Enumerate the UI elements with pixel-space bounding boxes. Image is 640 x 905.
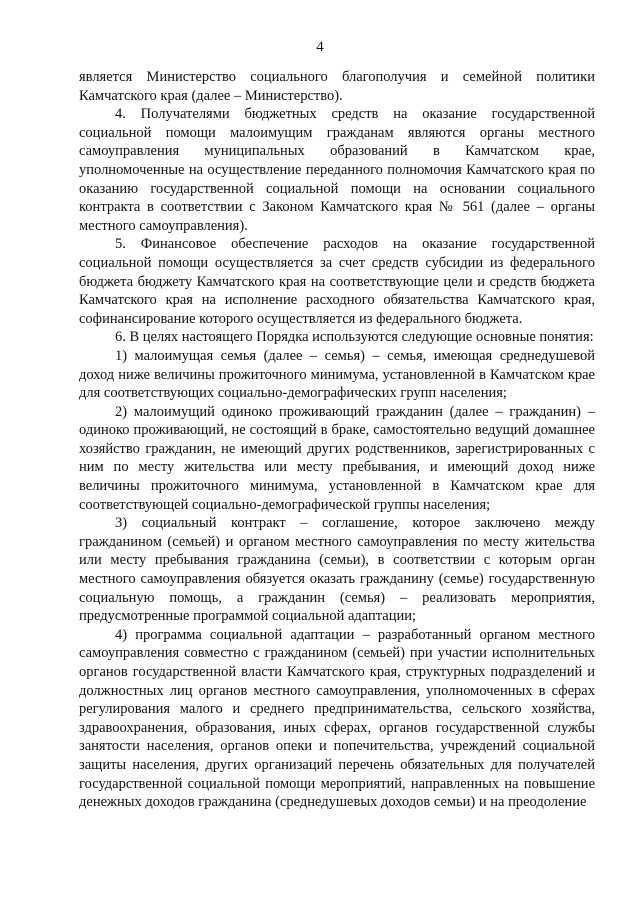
definition-1: 1) малоимущая семья (далее – семья) – семья, имеющая среднедушевой доход ниже величины прожиточного минимума, установленной в Камчатском крае для соответствующих социально-демографических групп населения; (79, 347, 595, 402)
paragraph-item-4: 4. Получателями бюджетных средств на оказание государственной социальной помощи малоимущим гражданам являются органы местного самоуправления муниципальных образований в Камчатском крае, уполномоченные на осуществление переданного полномочия Камчатского края по оказанию государственной социальной помощи на основании социального контракта в соответствии с Законом Камчатского края № 561 (далее – органы местного самоуправления). (79, 106, 595, 234)
document-body (79, 68, 595, 812)
page-number: 4 (316, 39, 324, 55)
paragraph-item-5: 5. Финансовое обеспечение расходов на оказание государственной социальной помощи осуществляется за счет средств субсидии из федерального бюджета бюджету Камчатского края на соответствующие цели и средств бюджета Камчатского края на исполнение расходного обязательства Камчатского края, софинансирование которого осуществляется из федерального бюджета. (79, 236, 595, 327)
definition-4: 4) программа социальной адаптации – разработанный органом местного самоуправления совместно с гражданином (семьей) при участии исполнительных органов государственной власти Камчатского края, структурных подразделений и должностных лиц органов местного самоуправления, уполномоченных в сферах регулирования малого и среднего предпринимательства, сельского хозяйства, здравоохранения, образования, иных сферах, органов государственной службы занятости населения, органов опеки и попечительства, учреждений социальной защиты населения, других организаций перечень обязательных для получателей государственной социальной помощи мероприятий, направленных на повышение денежных доходов гражданина (среднедушевых доходов семьи) и на преодоление (79, 626, 595, 811)
definition-3: 3) социальный контракт – соглашение, которое заключено между гражданином (семьей) и органом местного самоуправления по месту жительства или месту пребывания гражданина (семьи), в соответствии с которым орган местного самоуправления обязуется оказать гражданину (семье) государственную социальную помощь, а гражданин (семья) – реализовать мероприятия, предусмотренные программой социальной адаптации; (79, 515, 595, 625)
paragraph-continuation: является Министерство социального благополучия и семейной политики Камчатского края (далее – Министерство). (79, 69, 595, 104)
definition-2: 2) малоимущий одиноко проживающий гражданин (далее – гражданин) – одиноко проживающий, не состоящий в браке, самостоятельно ведущий домашнее хозяйство гражданин, не имеющий других родственников, зарегистрированных с ним по месту жительства или месту пребывания, и имеющий доход ниже величины прожиточного минимума, установленной в Камчатском крае для соответствующей социально-демографической группы населения; (79, 403, 595, 513)
paragraph-item-6: 6. В целях настоящего Порядка используются следующие основные понятия: (115, 329, 594, 346)
